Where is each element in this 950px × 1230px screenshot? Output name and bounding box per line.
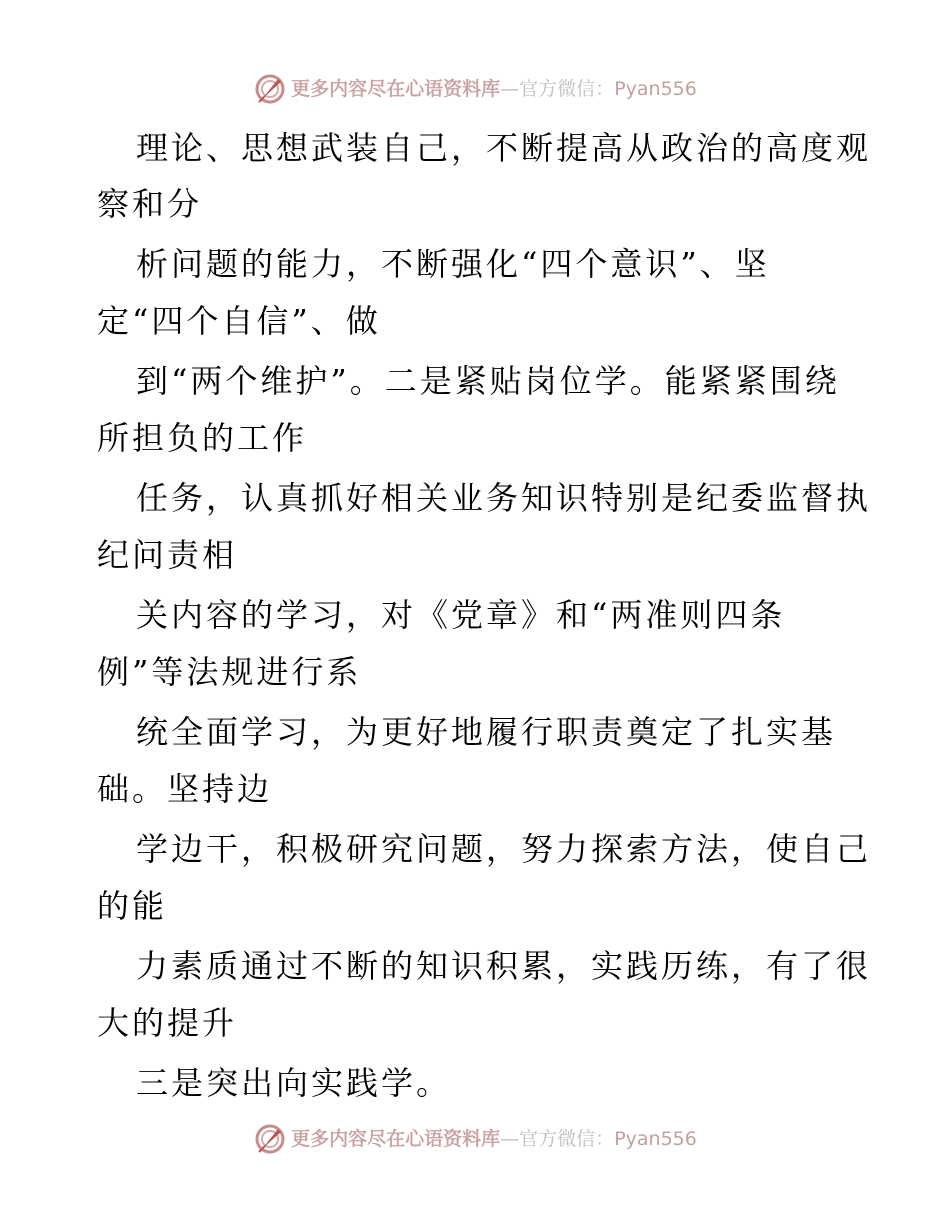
- text-line: 关内容的学习，对《党章》和“两准则四条: [136, 596, 786, 634]
- footer-watermark-banner: [0, 1122, 950, 1156]
- footer-site-text: 更多内容尽在心语资料库: [291, 1128, 501, 1150]
- text-line: 任务，认真抓好相关业务知识特别是纪委监督执: [136, 479, 872, 517]
- text-line: 大的提升: [97, 1004, 238, 1042]
- text-line: 例”等法规进行系: [97, 653, 362, 691]
- text-line: 三是突出向实践学。: [136, 1064, 452, 1102]
- text-line: 析问题的能力，不断强化“四个意识”、坚: [136, 245, 770, 283]
- header-separator: —: [500, 78, 520, 100]
- feather-pen-logo-icon: [253, 1122, 287, 1156]
- header-wechat-label: 官方微信：: [519, 78, 615, 100]
- header-site-text: 更多内容尽在心语资料库: [291, 78, 501, 100]
- header-watermark-banner: [0, 72, 950, 106]
- text-line: 理论、思想武装自己，不断提高从政治的高度观: [136, 129, 872, 167]
- header-wechat-id: Pyan556: [614, 78, 697, 100]
- footer-wechat-label: 官方微信：: [519, 1128, 615, 1150]
- text-line: 力素质通过不断的知识积累，实践历练，有了很: [136, 947, 872, 985]
- text-line: 察和分: [97, 185, 203, 223]
- feather-pen-logo-icon: [253, 72, 287, 106]
- text-line: 所担负的工作: [97, 419, 308, 457]
- footer-separator: —: [500, 1128, 520, 1150]
- header-watermark-text: [291, 72, 697, 106]
- text-line: 纪问责相: [97, 536, 238, 574]
- text-line: 到“两个维护”。二是紧贴岗位学。能紧紧围绕: [136, 362, 840, 400]
- text-line: 的能: [97, 887, 168, 925]
- text-line: 学边干，积极研究问题，努力探索方法，使自己: [136, 830, 872, 868]
- footer-wechat-id: Pyan556: [614, 1128, 697, 1150]
- text-line: 础。坚持边: [97, 770, 273, 808]
- text-line: 统全面学习，为更好地履行职责奠定了扎实基: [136, 713, 837, 751]
- footer-watermark-text: [291, 1122, 697, 1156]
- text-line: 定“四个自信”、做: [97, 302, 381, 340]
